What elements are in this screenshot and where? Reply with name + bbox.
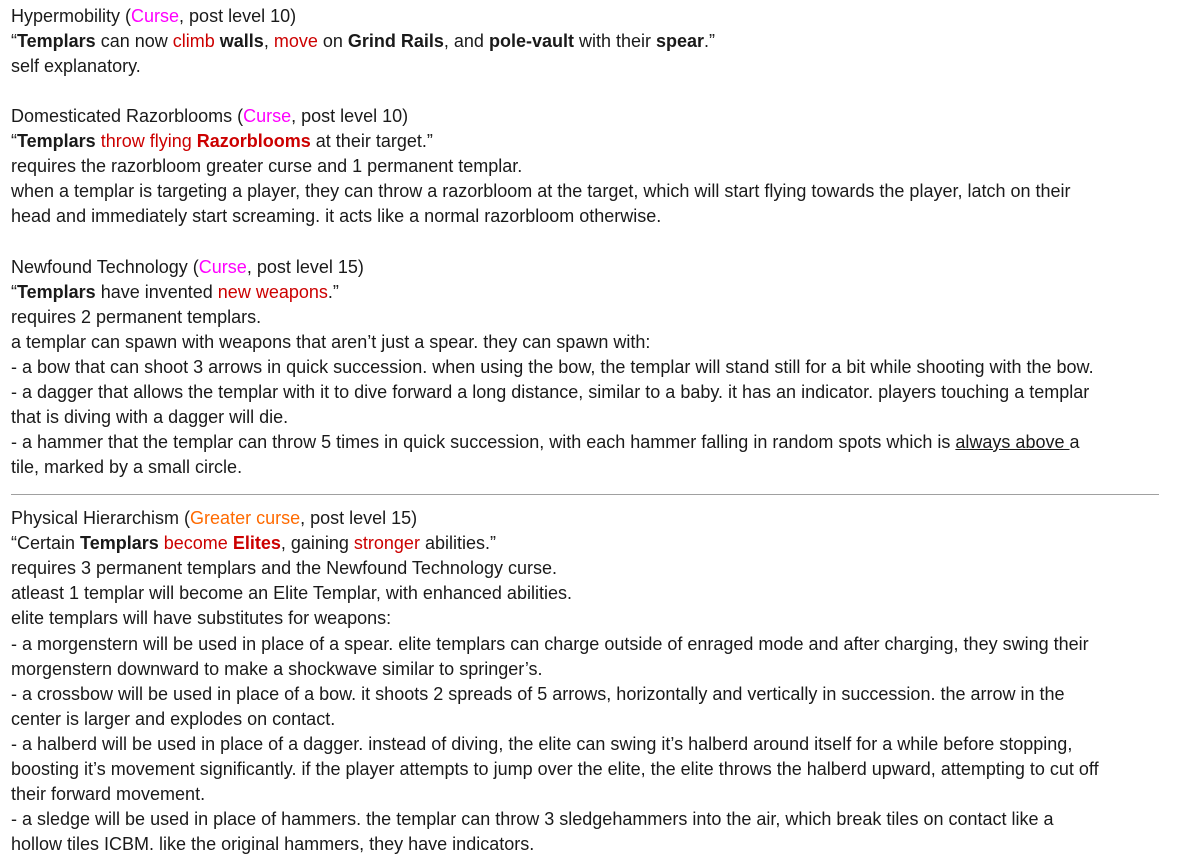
body-line: requires 3 permanent templars and the Newfound Technology curse.	[11, 558, 557, 578]
hypermobility-quote: “Templars can now climb walls, move on Grind Rails, and pole-vault with their spear.”	[11, 31, 716, 51]
horizontal-divider	[11, 494, 1159, 495]
curse-type: Curse	[131, 6, 180, 26]
body-line: - a halberd will be used in place of a dagger. instead of diving, the elite can swing it’s halberd around itself for a while before stopping,	[11, 734, 1073, 754]
body-line: head and immediately start screaming. it acts like a normal razorbloom otherwise.	[11, 206, 662, 226]
curse-name: Domesticated Razorblooms	[11, 106, 233, 126]
physical-hierarchism-quote: “Certain Templars become Elites, gaining stronger abilities.”	[11, 533, 496, 553]
body-line: - a bow that can shoot 3 arrows in quick succession. when using the bow, the templar will stand still for a bit while shooting with the bow.	[11, 357, 1094, 377]
body-line: atleast 1 templar will become an Elite Templar, with enhanced abilities.	[11, 583, 572, 603]
body-line: tile, marked by a small circle.	[11, 457, 243, 477]
curse-name: Newfound Technology	[11, 257, 188, 277]
body-line: - a crossbow will be used in place of a bow. it shoots 2 spreads of 5 arrows, horizontally and vertically in succession. the arrow in the	[11, 684, 1065, 704]
underlined-text: always above	[955, 432, 1070, 452]
body-line: center is larger and explodes on contact.	[11, 709, 336, 729]
body-line: elite templars will have substitutes for weapons:	[11, 608, 392, 628]
body-line: a templar can spawn with weapons that aren’t just a spear. they can spawn with:	[11, 332, 651, 352]
body-line: - a sledge will be used in place of hammers. the templar can throw 3 sledgehammers into the air, which break tiles on contact like a	[11, 809, 1054, 829]
curse-name: Hypermobility	[11, 6, 121, 26]
body-line: their forward movement.	[11, 784, 206, 804]
body-line: self explanatory.	[11, 56, 141, 76]
curse-type: Curse	[198, 257, 247, 277]
body-line: boosting it’s movement significantly. if the player attempts to jump over the elite, the elite throws the halberd upward, attempting to cut off	[11, 759, 1099, 779]
curse-name: Physical Hierarchism	[11, 508, 180, 528]
newfound-technology-quote: “Templars have invented new weapons.”	[11, 282, 339, 302]
body-line: when a templar is targeting a player, they can throw a razorbloom at the target, which will start flying towards the player, latch on their	[11, 181, 1071, 201]
body-line: - a dagger that allows the templar with it to dive forward a long distance, similar to a baby. it has an indicator. players touching a templar	[11, 382, 1090, 402]
body-line: morgenstern downward to make a shockwave similar to springer’s.	[11, 659, 543, 679]
body-line: - a morgenstern will be used in place of a spear. elite templars can charge outside of enraged mode and after charging, they swing their	[11, 634, 1089, 654]
body-line: requires the razorbloom greater curse and 1 permanent templar.	[11, 156, 523, 176]
curse-type: Curse	[243, 106, 292, 126]
curse-type: Greater curse	[190, 508, 301, 528]
hypermobility-title: Hypermobility (Curse, post level 10)	[11, 6, 297, 26]
body-line: requires 2 permanent templars.	[11, 307, 262, 327]
razorblooms-quote: “Templars throw flying Razorblooms at their target.”	[11, 131, 433, 151]
physical-hierarchism-title: Physical Hierarchism (Greater curse, post level 15)	[11, 508, 418, 528]
newfound-technology-title: Newfound Technology (Curse, post level 15)	[11, 257, 364, 277]
body-line: that is diving with a dagger will die.	[11, 407, 289, 427]
razorblooms-title: Domesticated Razorblooms (Curse, post level 10)	[11, 106, 409, 126]
body-line: hollow tiles ICBM. like the original hammers, they have indicators.	[11, 834, 535, 854]
hammer-line: - a hammer that the templar can throw 5 times in quick succession, with each hammer falling in random spots which is always above a	[11, 432, 1080, 452]
